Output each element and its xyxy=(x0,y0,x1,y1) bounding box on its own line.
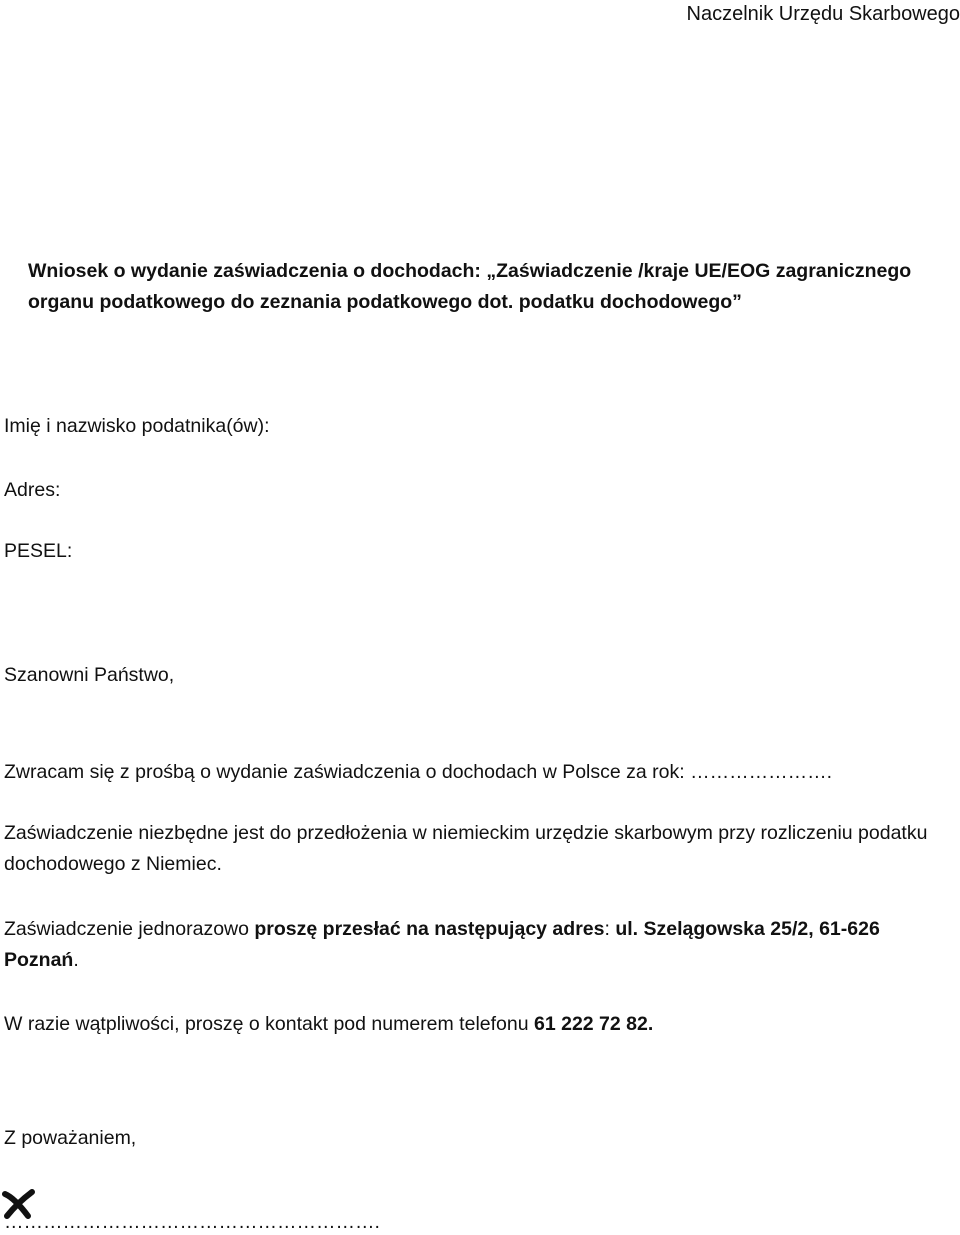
delivery-text: Zaświadczenie jednorazowo xyxy=(4,918,255,940)
pesel-label: PESEL: xyxy=(4,540,73,562)
delivery-request-bold: proszę przesłać na następujący adres xyxy=(254,918,605,940)
delivery-period: . xyxy=(73,949,79,971)
delivery-address: ul. Szelągowska 25/2, 61-626 Poznań xyxy=(4,918,880,971)
document-title-line-2: organu podatkowego do zeznania podatkowego dot. podatku dochodowego” xyxy=(28,291,742,313)
contact-text: W razie wątpliwości, proszę o kontakt pod numerem telefonu xyxy=(4,1013,534,1035)
purpose-paragraph: Zaświadczenie niezbędne jest do przedłożenia w niemieckim urzędzie skarbowym przy rozliczeniu podatku dochodowego z Niemiec. xyxy=(4,822,928,875)
delivery-paragraph xyxy=(4,914,954,976)
contact-paragraph xyxy=(4,1012,653,1036)
delivery-colon: : xyxy=(604,918,616,940)
greeting: Szanowni Państwo, xyxy=(4,664,175,686)
taxpayer-name-label: Imię i nazwisko podatnika(ów): xyxy=(4,415,270,437)
request-paragraph: Zwracam się z prośbą o wydanie zaświadczenia o dochodach w Polsce za rok: …………………. xyxy=(4,761,832,783)
document-title-line-1: Wniosek o wydanie zaświadczenia o dochodach: „Zaświadczenie /kraje UE/EOG zagranicznego xyxy=(28,260,912,282)
document-title xyxy=(28,256,948,318)
contact-phone: 61 222 72 82. xyxy=(534,1013,654,1035)
address-label: Adres: xyxy=(4,479,61,501)
signature-line: …………………………………………………. xyxy=(4,1211,380,1233)
closing: Z poważaniem, xyxy=(4,1127,137,1149)
recipient-line: Naczelnik Urzędu Skarbowego xyxy=(686,3,960,25)
